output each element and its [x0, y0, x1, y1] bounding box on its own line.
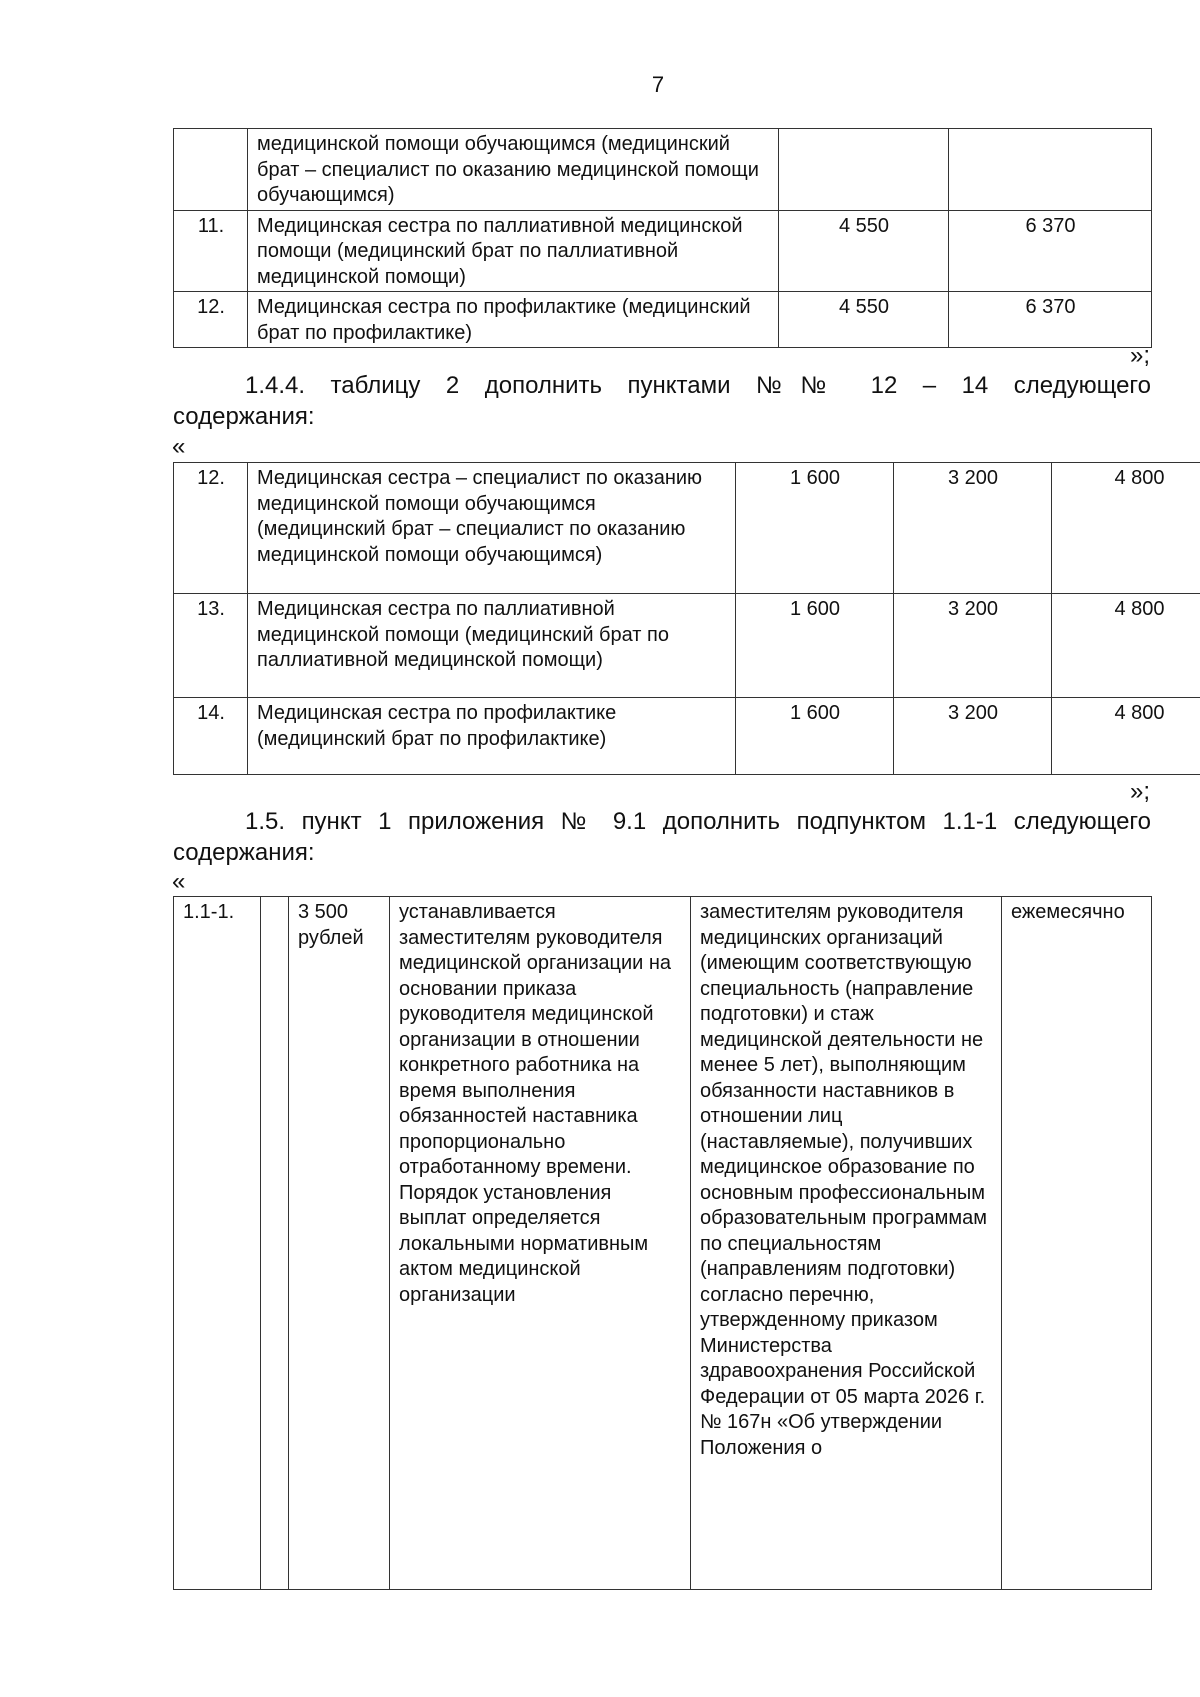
paragraph-text: содержания: — [173, 403, 315, 430]
table-mentor-payment — [173, 896, 1152, 1590]
position-name: медицинской помощи обучающимся (медицинский брат – специалист по оказанию медицинской помощи обучающимся) — [248, 129, 779, 211]
row-number: 14. — [174, 698, 248, 775]
value-cell: 1 600 — [736, 594, 894, 698]
paragraph-text: 1.4.4. таблицу 2 дополнить пунктами №№ 12 – 14 следующего — [245, 372, 1151, 399]
value-cell: 4 800 — [1052, 698, 1200, 775]
amendment-paragraph-1-5 — [173, 806, 1151, 868]
opening-quote: « — [172, 433, 186, 460]
paragraph-text: 1.5. пункт 1 приложения № 9.1 дополнить подпунктом 1.1-1 следующего — [245, 808, 1151, 835]
value-cell: 4 550 — [779, 210, 949, 292]
row-number: 12. — [174, 463, 248, 594]
value-cell: 3 200 — [894, 463, 1052, 594]
table-row — [174, 129, 1152, 211]
empty-cell — [261, 897, 289, 1590]
opening-quote: « — [172, 868, 186, 895]
amendment-paragraph-1-4-4 — [173, 370, 1151, 432]
position-name: Медицинская сестра по паллиативной медицинской помощи (медицинский брат по паллиативной медицинской помощи) — [248, 210, 779, 292]
table-row — [174, 897, 1152, 1590]
closing-quote: »; — [1129, 342, 1150, 369]
value-cell: 6 370 — [949, 210, 1152, 292]
page-number: 7 — [651, 72, 665, 97]
table-row — [174, 698, 1200, 775]
value-cell — [779, 129, 949, 211]
table-nurse-rates-1 — [173, 128, 1152, 348]
payment-condition: устанавливается заместителям руководителя медицинской организации на основании приказа руководителя медицинской организации в отношении конкретного работника на время выполнения обязанностей наставника пропорционально отработанному времени. Порядок установления выплат определяется локальными нормативным актом медицинской организации — [390, 897, 691, 1590]
paragraph-text: содержания: — [173, 839, 315, 866]
row-number: 1.1-1. — [174, 897, 261, 1590]
position-name: Медицинская сестра по паллиативной медицинской помощи (медицинский брат по паллиативной медицинской помощи) — [248, 594, 736, 698]
value-cell — [949, 129, 1152, 211]
value-cell: 4 800 — [1052, 463, 1200, 594]
position-name: Медицинская сестра – специалист по оказанию медицинской помощи обучающимся (медицинский брат – специалист по оказанию медицинской помощи обучающимся) — [248, 463, 736, 594]
table-nurse-rates-2 — [173, 462, 1200, 775]
payment-frequency: ежемесячно — [1002, 897, 1152, 1590]
value-cell: 1 600 — [736, 463, 894, 594]
value-cell: 3 200 — [894, 594, 1052, 698]
table-row — [174, 463, 1200, 594]
row-number: 12. — [174, 292, 248, 348]
payment-recipients: заместителям руководителя медицинских организаций (имеющим соответствующую специальность (направление подготовки) и стаж медицинской деятельности не менее 5 лет), выполняющим обязанности наставников в отношении лиц (наставляемые), получивших медицинское образование по основным профессиональным образовательным программам по специальностям (направлениям подготовки) согласно перечню, утвержденному приказом Министерства здравоохранения Российской Федерации от 05 марта 2026 г. № 167н «Об утверждении Положения о — [691, 897, 1002, 1590]
value-cell: 4 800 — [1052, 594, 1200, 698]
row-number: 11. — [174, 210, 248, 292]
row-number: 13. — [174, 594, 248, 698]
value-cell: 6 370 — [949, 292, 1152, 348]
table-row — [174, 292, 1152, 348]
closing-quote: »; — [1129, 778, 1150, 805]
payment-amount: 3 500 рублей — [289, 897, 390, 1590]
value-cell: 1 600 — [736, 698, 894, 775]
table-row — [174, 594, 1200, 698]
position-name: Медицинская сестра по профилактике (медицинский брат по профилактике) — [248, 292, 779, 348]
table-row — [174, 210, 1152, 292]
position-name: Медицинская сестра по профилактике (медицинский брат по профилактике) — [248, 698, 736, 775]
row-number — [174, 129, 248, 211]
value-cell: 4 550 — [779, 292, 949, 348]
value-cell: 3 200 — [894, 698, 1052, 775]
